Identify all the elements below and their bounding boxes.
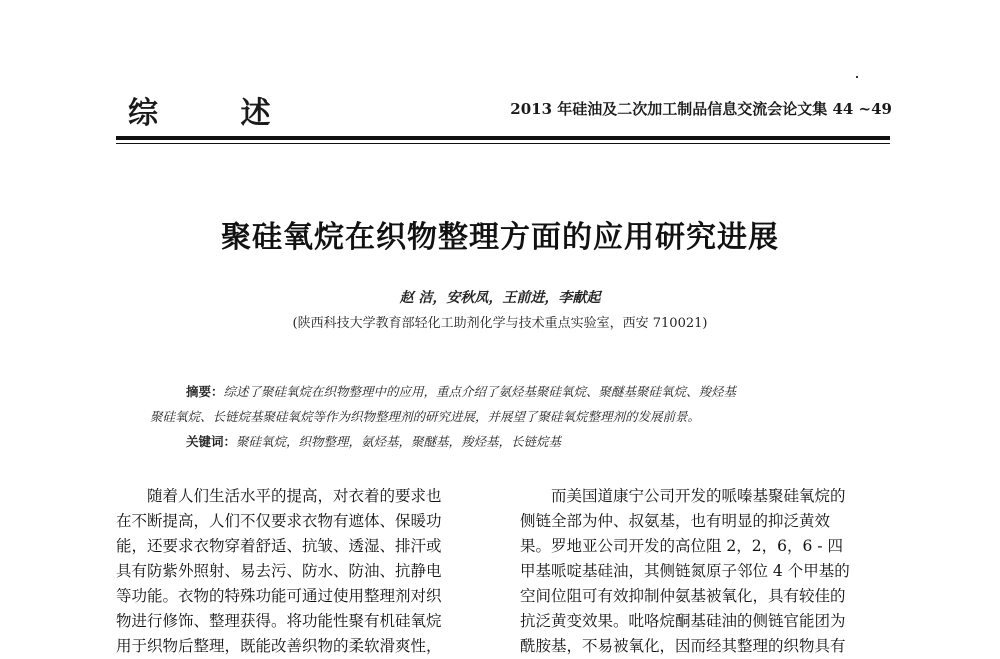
body-line: 等功能。衣物的特殊功能可通过使用整理剂对织 — [116, 587, 442, 605]
body-line: 酰胺基，不易被氧化，因而经其整理的织物具有 — [520, 637, 846, 655]
section-label: 综 述 — [128, 96, 307, 131]
body-line: 侧链全部为仲、叔氨基，也有明显的抑泛黄效 — [520, 512, 831, 530]
body-line: 用于织物后整理，既能改善织物的柔软滑爽性， — [116, 637, 442, 655]
keywords-line — [186, 432, 561, 450]
abstract-line-1 — [186, 382, 736, 400]
abstract-line-2 — [150, 407, 700, 425]
article-authors: 赵 洁，安秋凤，王前进，李献起 — [399, 290, 601, 306]
abstract-text-1: 综述了聚硅氧烷在织物整理中的应用，重点介绍了氨烃基聚硅氧烷、聚醚基聚硅氧烷、羧烃基 — [223, 384, 737, 399]
article-title: 聚硅氧烷在织物整理方面的应用研究进展 — [221, 220, 779, 255]
keywords-label: 关键词： — [186, 434, 237, 449]
running-head: 2013 年硅油及二次加工制品信息交流会论文集 44 ~49 — [510, 100, 892, 118]
abstract-text-2: 聚硅氧烷、长链烷基聚硅氧烷等作为织物整理剂的研究进展，并展望了聚硅氧烷整理剂的发展前景。 — [150, 409, 701, 424]
body-column-left — [116, 484, 488, 659]
body-line: 能，还要求衣物穿着舒适、抗皱、透湿、排汗或 — [116, 537, 442, 555]
body-column-right — [520, 484, 892, 659]
body-line: 具有防紫外照射、易去污、防水、防油、抗静电 — [116, 562, 442, 580]
abstract-label: 摘要： — [186, 384, 224, 399]
body-line: 随着人们生活水平的提高，对衣着的要求也 — [147, 487, 442, 505]
scan-speck — [856, 76, 858, 78]
body-line: 空间位阻可有效抑制仲氨基被氧化，具有较佳的 — [520, 587, 846, 605]
body-line: 抗泛黄变效果。吡咯烷酮基硅油的侧链官能团为 — [520, 612, 846, 630]
body-line: 在不断提高，人们不仅要求衣物有遮体、保暖功 — [116, 512, 442, 530]
header-rule-thin — [116, 143, 890, 144]
body-line: 甲基哌啶基硅油，其侧链氮原子邻位 4 个甲基的 — [520, 562, 850, 580]
keywords-text: 聚硅氧烷，织物整理，氨烃基，聚醚基，羧烃基，长链烷基 — [236, 434, 562, 449]
header-rule-thick — [116, 136, 890, 140]
article-affiliation: (陕西科技大学教育部轻化工助剂化学与技术重点实验室，西安 710021) — [292, 316, 708, 331]
body-line: 果。罗地亚公司开发的高位阻 2，2，6，6 - 四 — [520, 537, 843, 555]
body-line: 物进行修饰、整理获得。将功能性聚有机硅氧烷 — [116, 612, 442, 630]
body-line: 而美国道康宁公司开发的哌嗪基聚硅氧烷的 — [551, 487, 846, 505]
